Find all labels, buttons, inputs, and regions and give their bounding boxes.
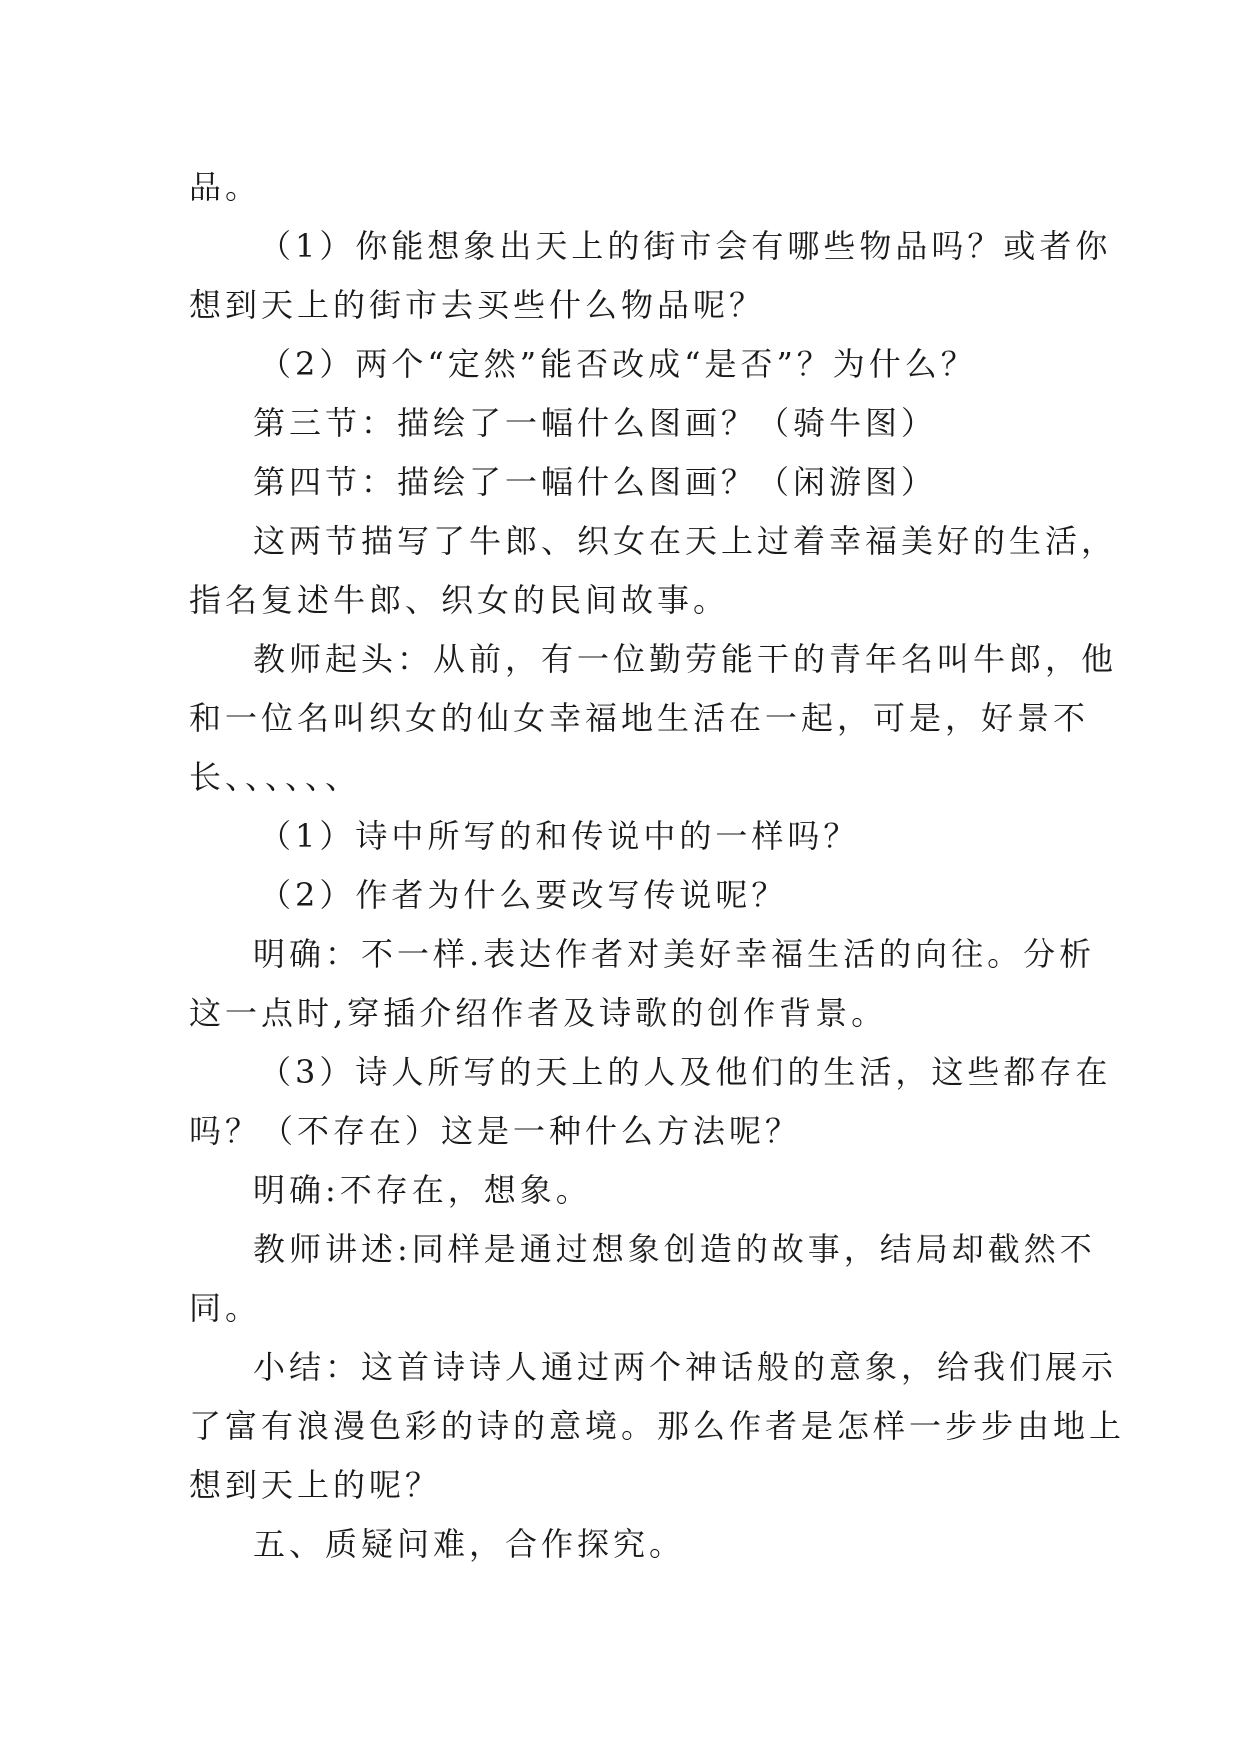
text-line: 想到天上的呢？ xyxy=(189,1466,442,1504)
text-line: 同。 xyxy=(189,1289,262,1327)
paragraph-line: 明确：不一样.表达作者对美好幸福生活的向往。分析 xyxy=(253,935,1096,973)
question-line: （2）两个“定然”能否改成“是否”？为什么？ xyxy=(259,345,977,383)
text-line: 和一位名叫织女的仙女幸福地生活在一起，可是，好景不 xyxy=(189,699,1090,737)
text-line: 这一点时,穿插介绍作者及诗歌的创作背景。 xyxy=(189,994,888,1032)
paragraph-line: 这两节描写了牛郎、织女在天上过着幸福美好的生活， xyxy=(253,522,1118,560)
text-line: 了富有浪漫色彩的诗的意境。那么作者是怎样一步步由地上 xyxy=(189,1407,1126,1445)
question-line: （2）作者为什么要改写传说呢？ xyxy=(259,876,788,914)
text-line: 吗？（不存在）这是一种什么方法呢？ xyxy=(189,1112,802,1150)
paragraph-line: 第三节：描绘了一幅什么图画？（骑牛图） xyxy=(253,404,938,442)
question-line: （1）诗中所写的和传说中的一样吗？ xyxy=(259,817,860,855)
text-line: 想到天上的街市去买些什么物品呢？ xyxy=(189,286,766,324)
document-body xyxy=(189,158,1126,1574)
paragraph-line: 教师起头：从前，有一位勤劳能干的青年名叫牛郎，他 xyxy=(253,640,1118,678)
question-line: （1）你能想象出天上的街市会有哪些物品吗？或者你 xyxy=(259,227,1112,265)
paragraph-line: 小结：这首诗诗人通过两个神话般的意象，给我们展示 xyxy=(253,1348,1118,1386)
text-line: 品。 xyxy=(189,168,262,206)
section-heading: 五、质疑问难，合作探究。 xyxy=(253,1525,686,1563)
paragraph-line: 教师讲述:同样是通过想象创造的故事，结局却截然不 xyxy=(253,1230,1096,1268)
paragraph-line: 明确:不存在，想象。 xyxy=(253,1171,592,1209)
paragraph-line: 第四节：描绘了一幅什么图画？（闲游图） xyxy=(253,463,938,501)
text-line: 长、、、、、、 xyxy=(189,758,362,796)
question-line: （3）诗人所写的天上的人及他们的生活，这些都存在 xyxy=(259,1053,1112,1091)
text-line: 指名复述牛郎、织女的民间故事。 xyxy=(189,581,730,619)
